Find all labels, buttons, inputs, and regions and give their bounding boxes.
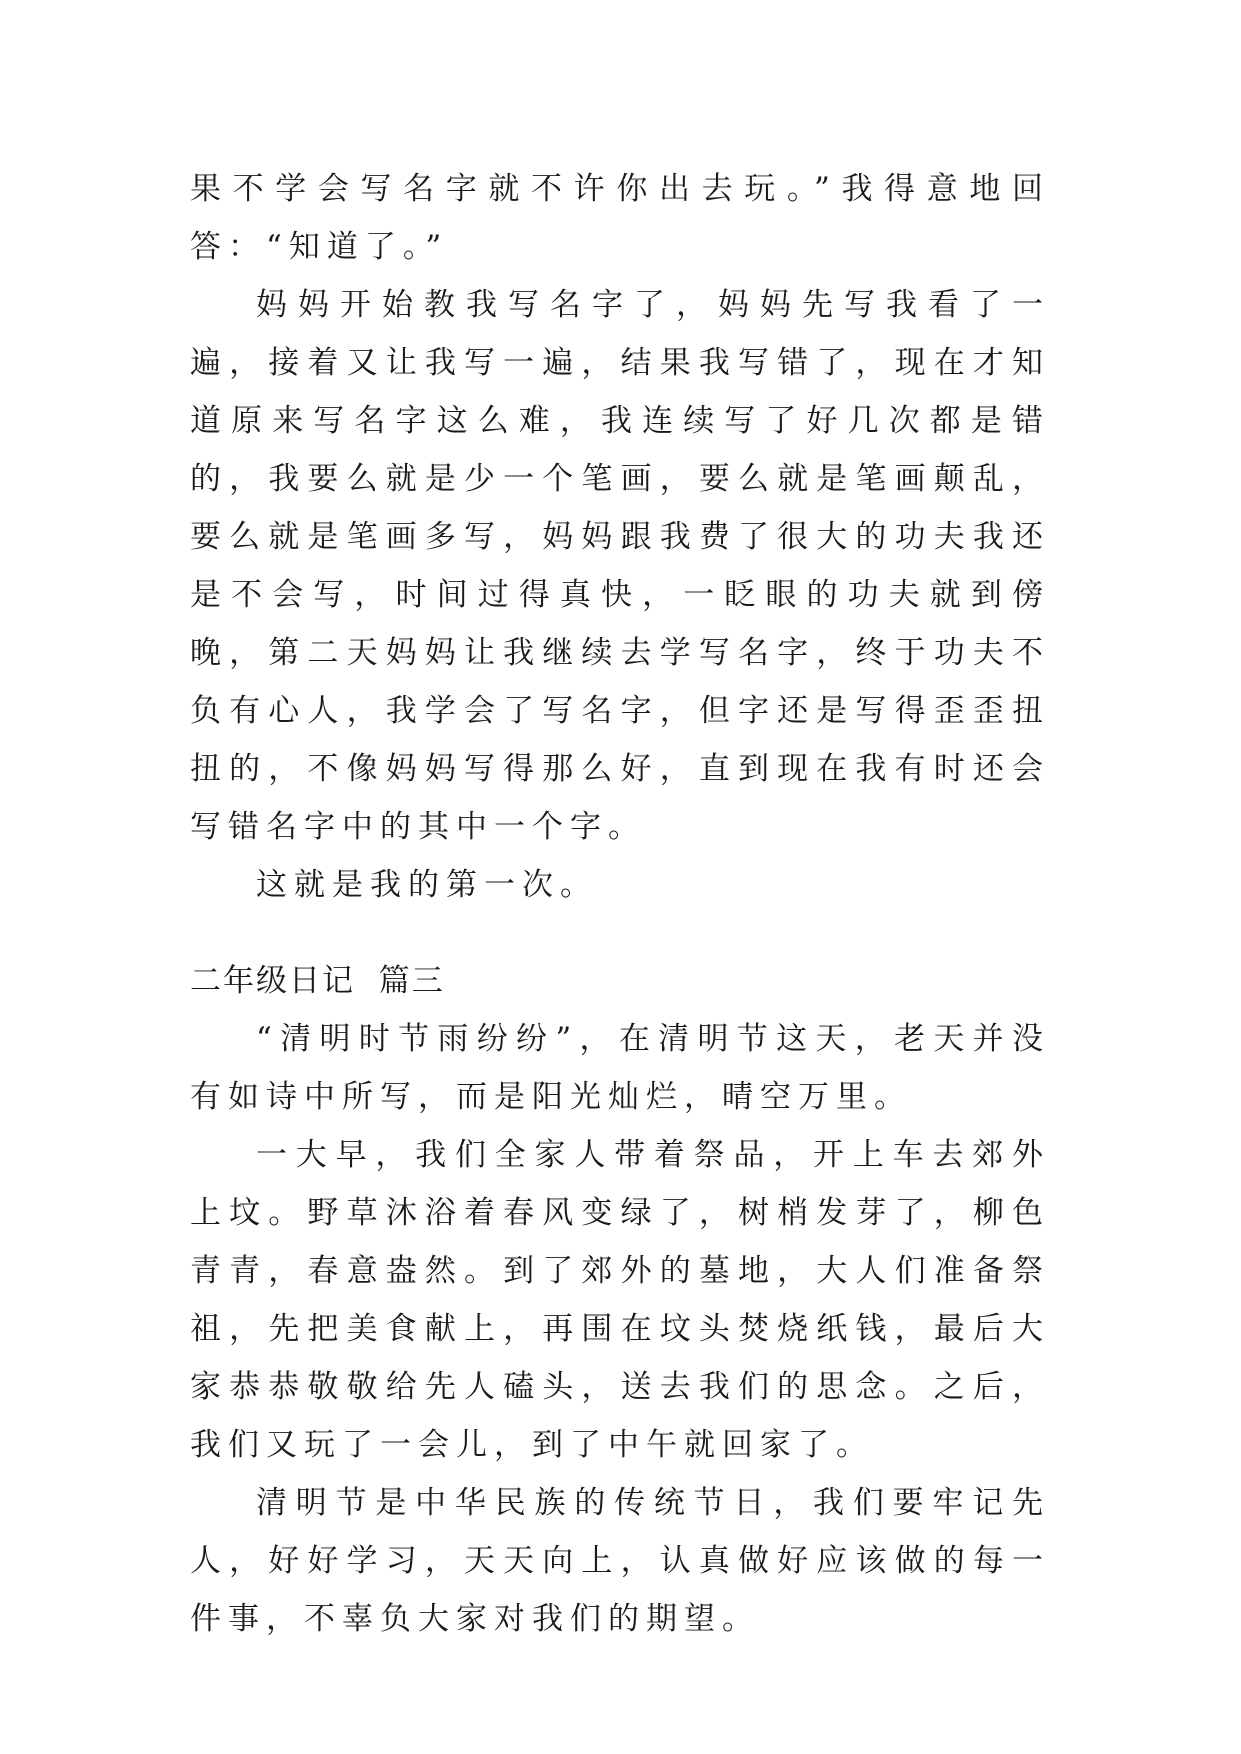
paragraph-qingming-intro: “清明时节雨纷纷”，在清明节这天，老天并没有如诗中所写，而是阳光灿烂，晴空万里。 xyxy=(190,1021,1050,1115)
document-body xyxy=(190,160,1050,1648)
paragraph-conclusion: 清明节是中华民族的传统节日，我们要牢记先人，好好学习，天天向上，认真做好应该做的每一件事，不辜负大家对我们的期望。 xyxy=(190,1485,1050,1637)
paragraph-continuation: 果不学会写名字就不许你出去玩。”我得意地回答：“知道了。” xyxy=(190,171,1050,265)
paragraph-learning-name: 妈妈开始教我写名字了，妈妈先写我看了一遍，接着又让我写一遍，结果我写错了，现在才知道原来写名字这么难，我连续写了好几次都是错的，我要么就是少一个笔画，要么就是笔画颠乱，要么就是笔画多写，妈妈跟我费了很大的功夫我还是不会写，时间过得真快，一眨眼的功夫就到傍晚，第二天妈妈让我继续去学写名字，终于功夫不负有心人，我学会了写名字，但字还是写得歪歪扭扭的，不像妈妈写得那么好，直到现在我有时还会写错名字中的其中一个字。 xyxy=(190,287,1050,845)
paragraph-tomb-sweeping: 一大早，我们全家人带着祭品，开上车去郊外上坟。野草沐浴着春风变绿了，树梢发芽了，柳色青青，春意盎然。到了郊外的墓地，大人们准备祭祖，先把美食献上，再围在坟头焚烧纸钱，最后大家恭恭敬敬给先人磕头，送去我们的思念。之后，我们又玩了一会儿，到了中午就回家了。 xyxy=(190,1137,1050,1463)
section-heading: 二年级日记 篇三 xyxy=(190,963,445,999)
paragraph-first-time: 这就是我的第一次。 xyxy=(256,867,598,903)
